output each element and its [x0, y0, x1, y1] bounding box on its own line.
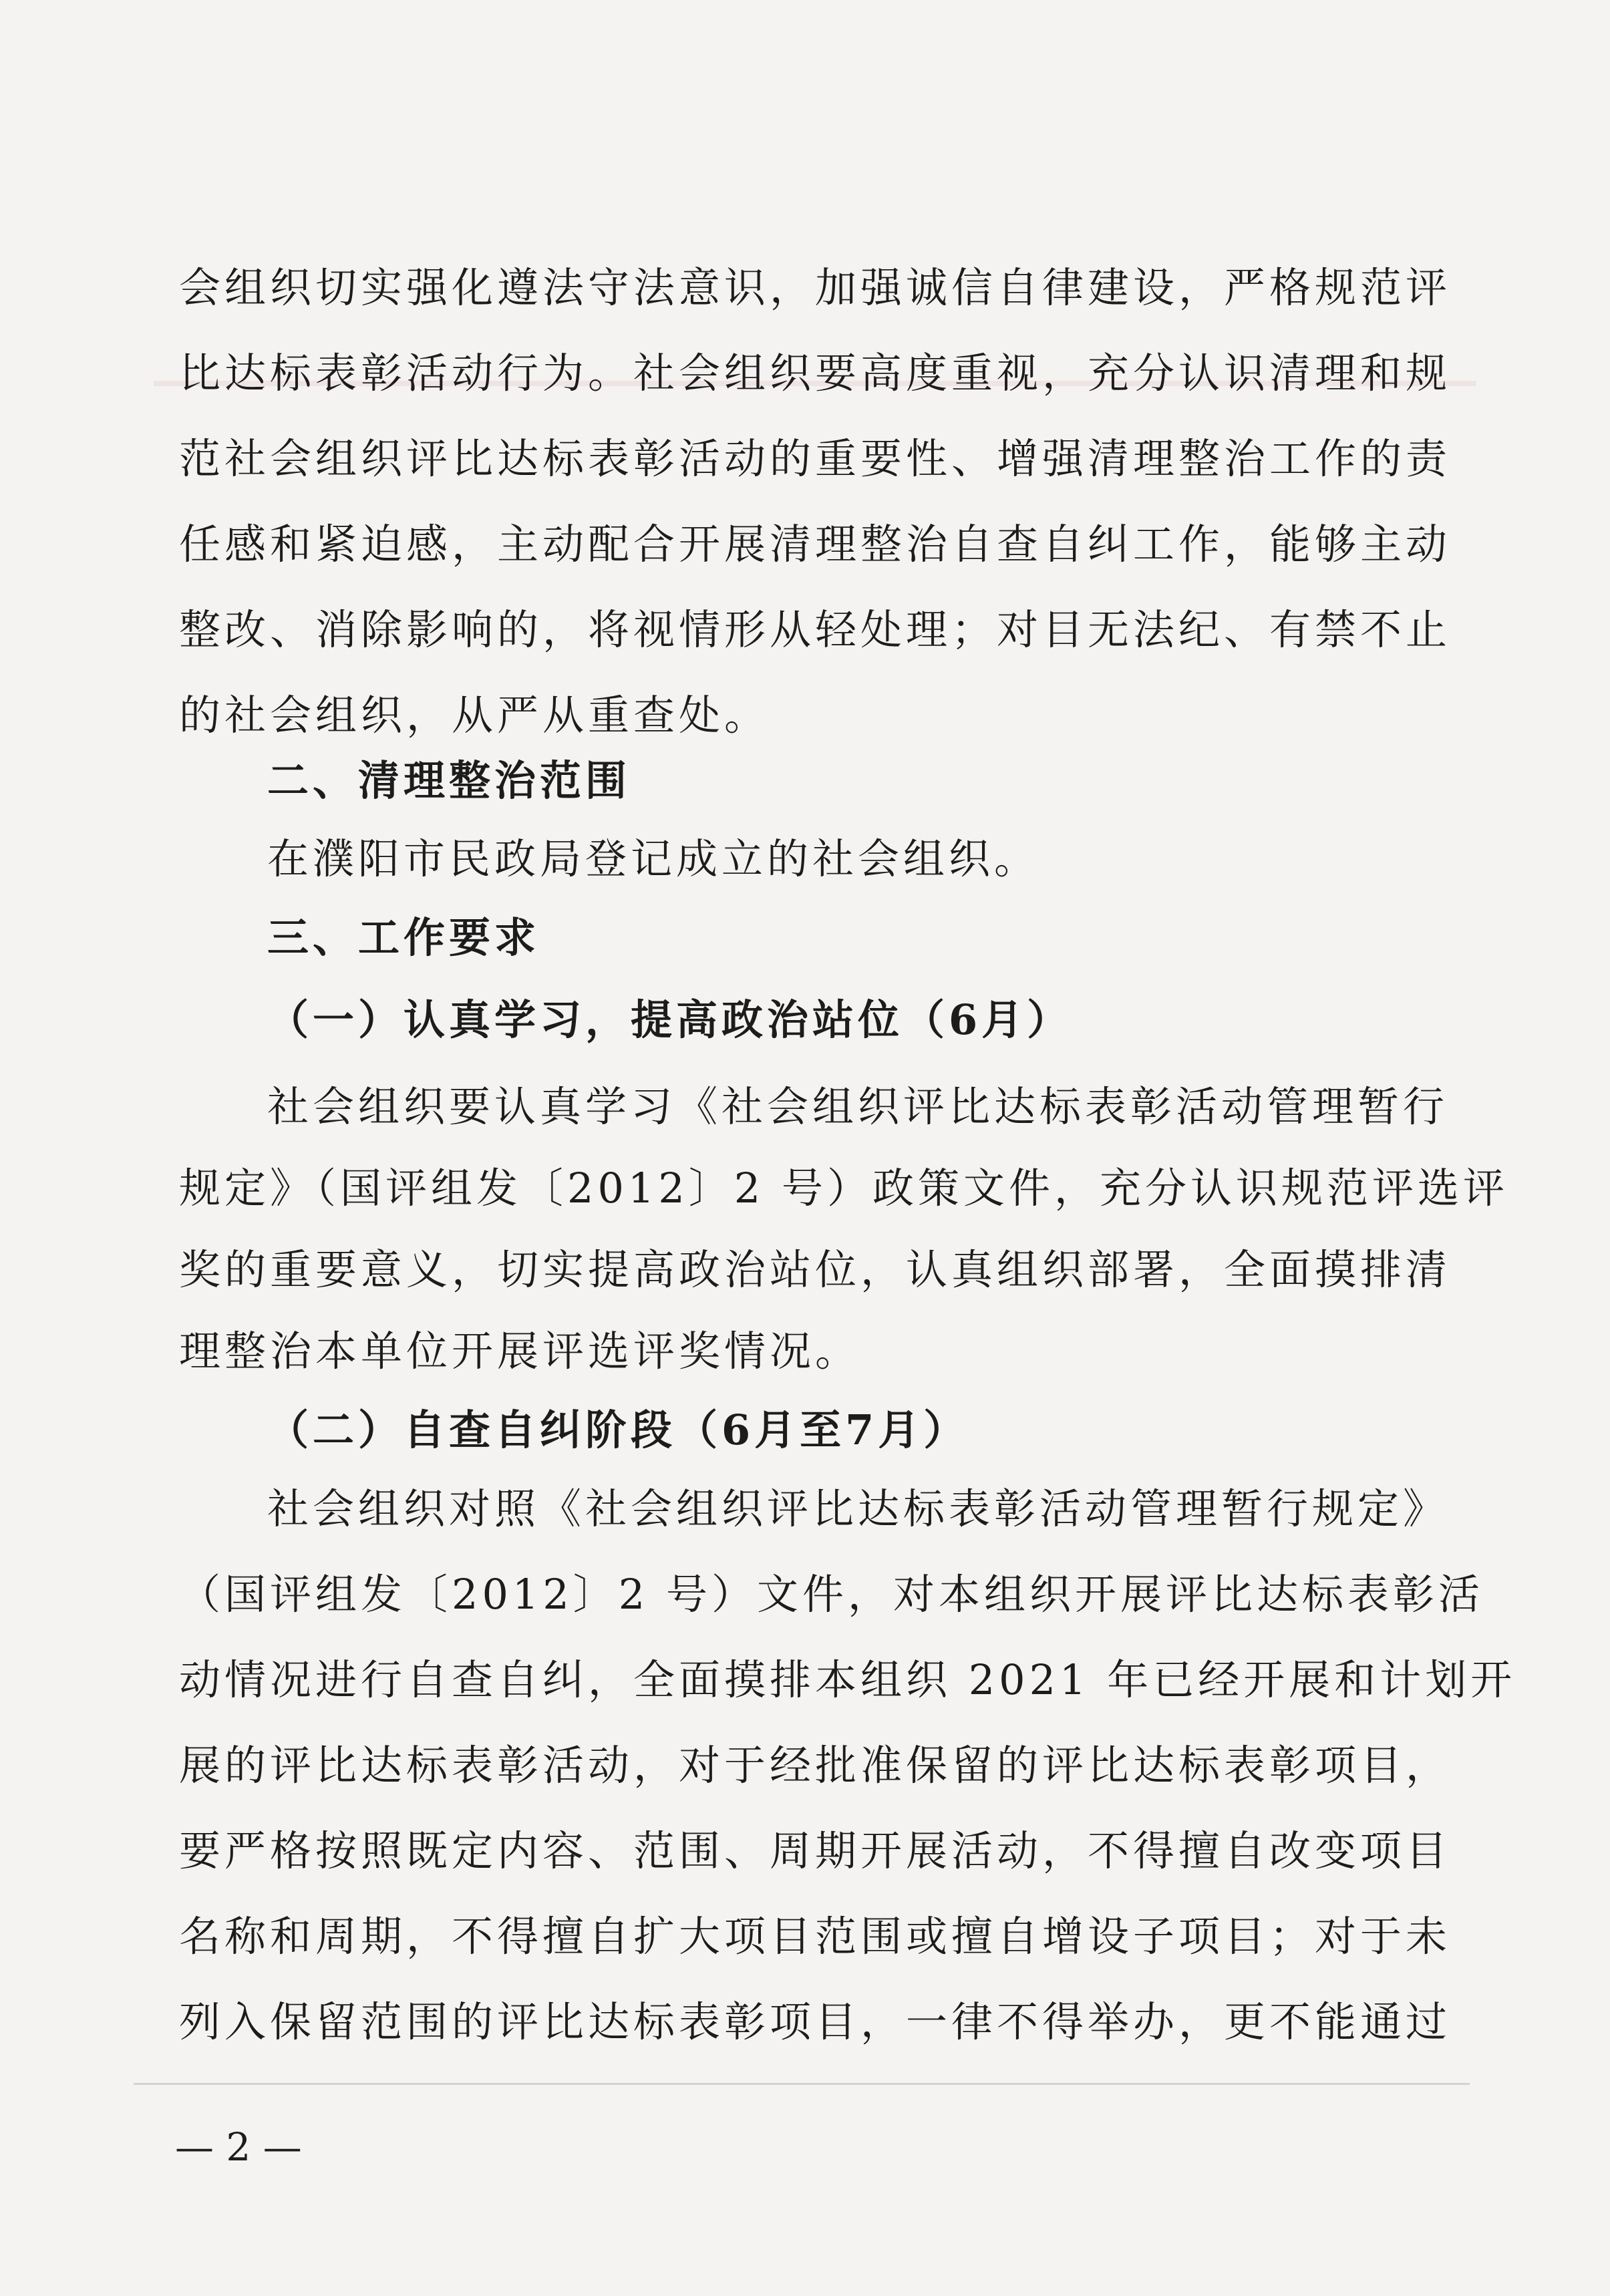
paragraph-line: 的社会组织，从严从重查处。	[179, 691, 770, 740]
paragraph-line: 范社会组织评比达标表彰活动的重要性、增强清理整治工作的责	[179, 434, 1452, 483]
subsection-heading: （二）自查自纠阶段（6月至7月）	[267, 1406, 969, 1454]
paragraph-line: 在濮阳市民政局登记成立的社会组织。	[267, 834, 1040, 883]
paragraph-line: 动情况进行自查自纠，全面摸排本组织 2021 年已经开展和计划开	[179, 1655, 1516, 1704]
paragraph-line: 理整治本单位开展评选评奖情况。	[179, 1327, 861, 1375]
section-heading: 二、清理整治范围	[267, 756, 631, 805]
paragraph-line: 名称和周期，不得擅自扩大项目范围或擅自增设子项目；对于未	[179, 1912, 1452, 1961]
paragraph-line: 社会组织对照《社会组织评比达标表彰活动管理暂行规定》	[267, 1484, 1449, 1533]
paragraph-line: 社会组织要认真学习《社会组织评比达标表彰活动管理暂行	[267, 1082, 1449, 1131]
paragraph-line: 要严格按照既定内容、范围、周期开展活动，不得擅自改变项目	[179, 1826, 1452, 1875]
subsection-heading: （一）认真学习，提高政治站位（6月）	[267, 995, 1073, 1044]
paragraph-line: 整改、消除影响的，将视情形从轻处理；对目无法纪、有禁不止	[179, 605, 1452, 654]
section-heading: 三、工作要求	[267, 913, 540, 962]
paragraph-line: 规定》（国评组发〔2012〕2 号）政策文件，充分认识规范评选评	[179, 1164, 1508, 1212]
paragraph-line: 比达标表彰活动行为。社会组织要高度重视，充分认识清理和规	[179, 349, 1452, 397]
paragraph-line: 列入保留范围的评比达标表彰项目，一律不得举办，更不能通过	[179, 1997, 1452, 2046]
footer-divider	[134, 2083, 1470, 2085]
paragraph-line: （国评组发〔2012〕2 号）文件，对本组织开展评比达标表彰活	[179, 1570, 1484, 1619]
page-number: — 2 —	[175, 2124, 302, 2170]
paragraph-line: 会组织切实强化遵法守法意识，加强诚信自律建设，严格规范评	[179, 263, 1452, 312]
paragraph-line: 奖的重要意义，切实提高政治站位，认真组织部署，全面摸排清	[179, 1245, 1452, 1294]
paragraph-line: 任感和紧迫感，主动配合开展清理整治自查自纠工作，能够主动	[179, 520, 1452, 568]
paragraph-line: 展的评比达标表彰活动，对于经批准保留的评比达标表彰项目，	[179, 1741, 1452, 1790]
